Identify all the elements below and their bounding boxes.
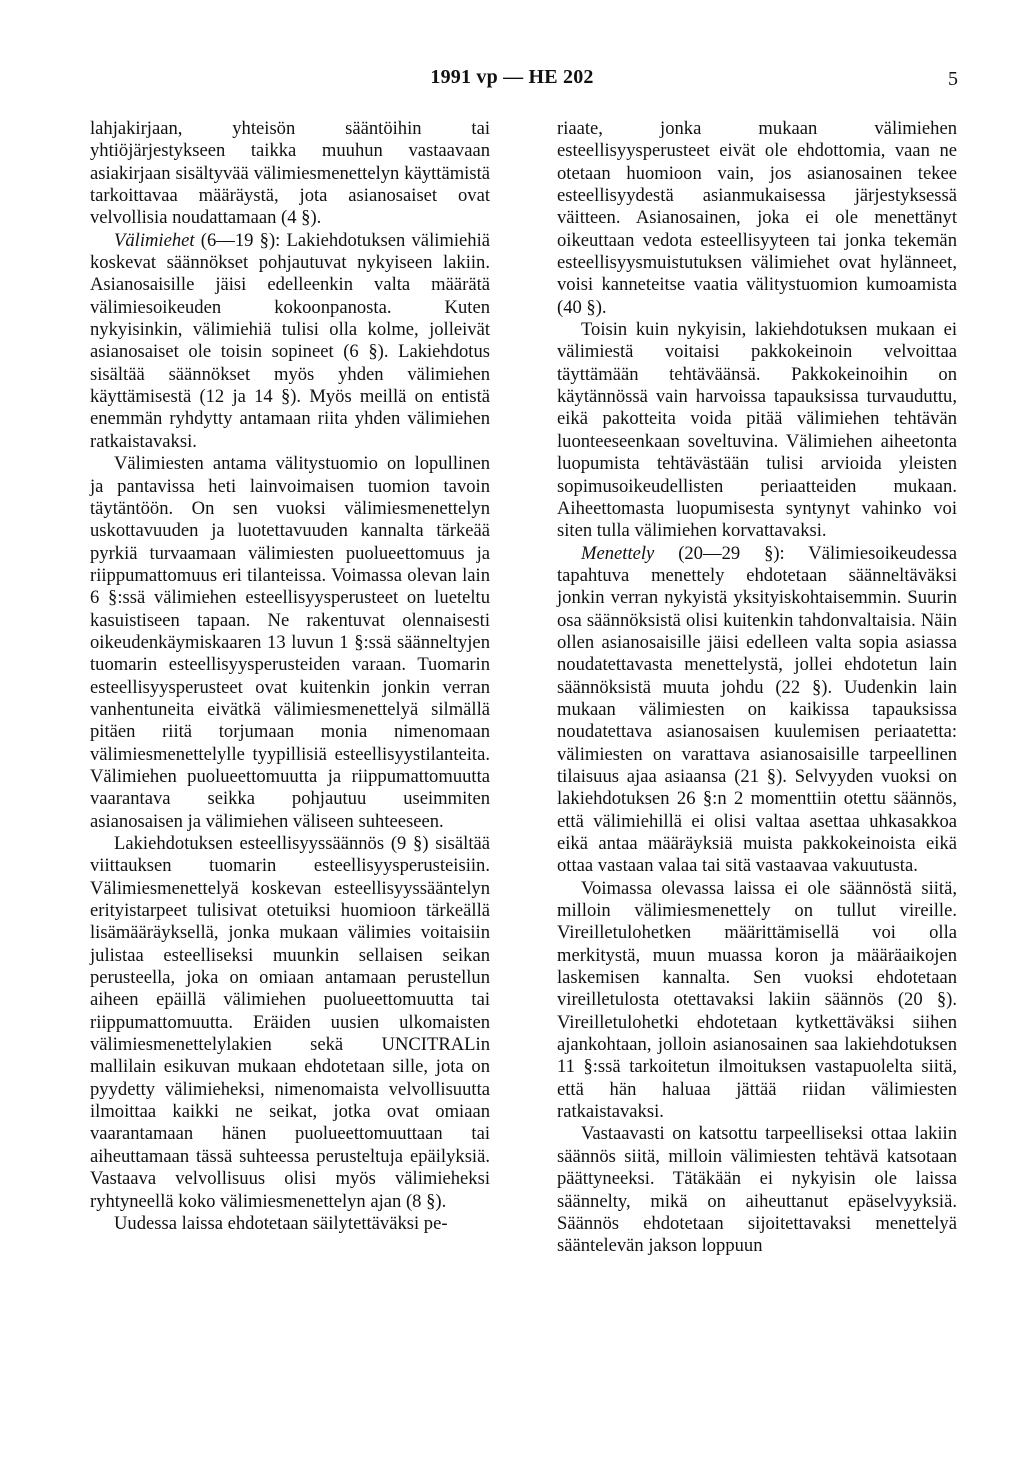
paragraph: Menettely (20—29 §): Välimiesoikeudessa tapahtuva menettely ehdotetaan säänneltäväksi jonkin verran nykyistä yksityiskohtaisemmin. Suurin osa säännöksistä olisi kuitenkin tahdonvaltaisia. Näin ollen asianosaisille jäisi edelleen valta sopia asiassa noudatettavasta menettelystä, jollei ehdotetun lain säännöksistä muuta johdu (22 §). Uudenkin lain mukaan välimiesten on kaikissa tapauksissa noudatettava asianosaisen kuulemisen periaatetta: välimiesten on varattava asianosaisille tarpeellinen tilaisuus ajaa asiaansa (21 §). Selvyyden vuoksi on lakiehdotuksen 26 §:n 2 momenttiin otettu säännös, että välimiehillä ei olisi valtaa asettaa uhkasakkoa eikä antaa määräyksiä muista pakkokeinoista eikä ottaa vastaan valaa tai sitä vastaavaa vakuutusta.: [557, 542, 957, 877]
section-heading: Menettely: [581, 542, 655, 564]
paragraph: riaate, jonka mukaan välimiehen esteellisyysperusteet eivät ole ehdottomia, vaan ne otetaan huomioon vain, jos asianosainen tekee esteellisyydestä asianmukaisessa järjestyksessä väitteen. Asianosainen, joka ei ole menettänyt oikeuttaan vedota esteellisyyteen tai jonka tekemän esteellisyysmuistutuksen välimiehet ovat hylänneet, voisi kanneteitse vaatia välitystuomion kumoamista (40 §).: [557, 118, 957, 318]
paragraph: Uudessa laissa ehdotetaan säilytettäväksi pe-: [114, 1212, 448, 1234]
section-heading: Välimiehet: [114, 229, 195, 251]
page-header: [0, 66, 1024, 96]
paragraph: lahjakirjaan, yhteisön sääntöihin tai yhtiöjärjestykseen taikka muuhun vastaavaan asiakirjaan sisältyvää välimiesmenettelyn käyttämistä tarkoittavaa määräystä, jota asianosaiset ovat velvollisia noudattamaan (4 §).: [90, 118, 490, 229]
paragraph: Välimiesten antama välitystuomio on lopullinen ja pantavissa heti lainvoimaisen tuomion tavoin täytäntöön. On sen vuoksi välimiesmenettelyn uskottavuuden ja luotettavuuden kannalta tärkeää pyrkiä turvaamaan välimiesten puolueettomuus ja riippumattomuus eri tilanteissa. Voimassa olevan lain 6 §:ssä välimiehen esteellisyysperusteet on lueteltu kasuistiseen tapaan. Ne rakentuvat olennaisesti oikeudenkäymiskaaren 13 luvun 1 §:ssä säänneltyjen tuomarin esteellisyysperusteiden varaan. Tuomarin esteellisyysperusteet ovat kuitenkin jonkin verran vanhentuneita eivätkä välimiesmenettelyä silmällä pitäen riitä torjumaan monia nimenomaan välimiesmenettelylle tyypillisiä esteellisyystilanteita. Välimiehen puolueettomuutta ja riippumattomuutta vaarantava seikka pohjautuu useimmiten asianosaisen ja välimiehen väliseen suhteeseen.: [90, 453, 490, 832]
paragraph: Voimassa olevassa laissa ei ole säännöstä siitä, milloin välimiesmenettely on tullut vireille. Vireilletulohetken määrittämisellä voi olla merkitystä, muun muassa koron ja määräaikojen laskemisen kannalta. Sen vuoksi ehdotetaan vireilletulosta otettavaksi lakiin säännös (20 §). Vireilletulohetki ehdotetaan kytkettäväksi siihen ajankohtaan, jolloin asianosainen saa lakiehdotuksen 11 §:ssä tarkoitetun ilmoituksen vastapuolelta siitä, että hän haluaa jättää riidan välimiesten ratkaistavaksi.: [557, 877, 957, 1123]
paragraph: Toisin kuin nykyisin, lakiehdotuksen mukaan ei välimiestä voitaisi pakkokeinoin velvoittaa täyttämään tehtäväänsä. Pakkokeinoihin on käytännössä vain harvoissa tapauksissa turvauduttu, eikä pakotteita voida pitää välimiehen tehtävän luonteeseenkaan soveltuvina. Välimiehen aiheetonta luopumista tehtävästään tulisi arvioida yleisten sopimusoikeudellisten periaatteiden mukaan. Aiheettomasta luopumisesta syntynyt vahinko voi siten tulla välimiehen korvattavaksi.: [557, 319, 957, 542]
paragraph: Vastaavasti on katsottu tarpeelliseksi ottaa lakiin säännös siitä, milloin välimiesten tehtävä katsotaan päättyneeksi. Tätäkään ei nykyisin ole laissa säännelty, mikä on aiheuttanut epäselvyyksiä. Säännös ehdotetaan sijoitettavaksi menettelyä sääntelevän jakson loppuun: [557, 1123, 957, 1257]
page-number: 5: [948, 68, 958, 90]
right-column: [557, 118, 957, 1258]
paragraph: Välimiehet (6—19 §): Lakiehdotuksen välimiehiä koskevat säännökset pohjautuvat nykyiseen lakiin. Asianosaisille jäisi edelleenkin valta määrätä välimiesoikeuden kokoonpanosta. Kuten nykyisinkin, välimiehiä tulisi olla kolme, jolleivät asianosaiset ole toisin sopineet (6 §). Lakiehdotus sisältää säännökset myös yhden välimiehen käyttämisestä (12 ja 14 §). Myös meillä on entistä enemmän ryhdytty antamaan riita yhden välimiehen ratkaistavaksi.: [90, 229, 490, 452]
running-head: 1991 vp — HE 202: [430, 66, 594, 88]
paragraph: Lakiehdotuksen esteellisyyssäännös (9 §) sisältää viittauksen tuomarin esteellisyysperusteisiin. Välimiesmenettelyä koskevan esteellisyyssääntelyn erityistarpeet tulisivat otetuiksi huomioon tärkeällä lisämääräyksellä, jonka mukaan välimies voitaisiin julistaa esteelliseksi muunkin sellaisen seikan perusteella, joka on omiaan antamaan perustellun aiheen epäillä välimiehen puolueettomuutta tai riippumattomuutta. Eräiden uusien ulkomaisten välimiesmenettelylakien sekä UNCITRALin mallilain esikuvan mukaan ehdotetaan sille, jota on pyydetty välimieheksi, nimenomaista velvollisuutta ilmoittaa kaikki ne seikat, jotka ovat omiaan vaarantamaan hänen puolueettomuuttaan tai aiheuttamaan tässä suhteessa perusteltuja epäilyksiä. Vastaava velvollisuus olisi myös välimieheksi ryhtyneellä koko välimiesmenettelyn ajan (8 §).: [90, 833, 490, 1212]
left-column: [90, 118, 490, 1235]
